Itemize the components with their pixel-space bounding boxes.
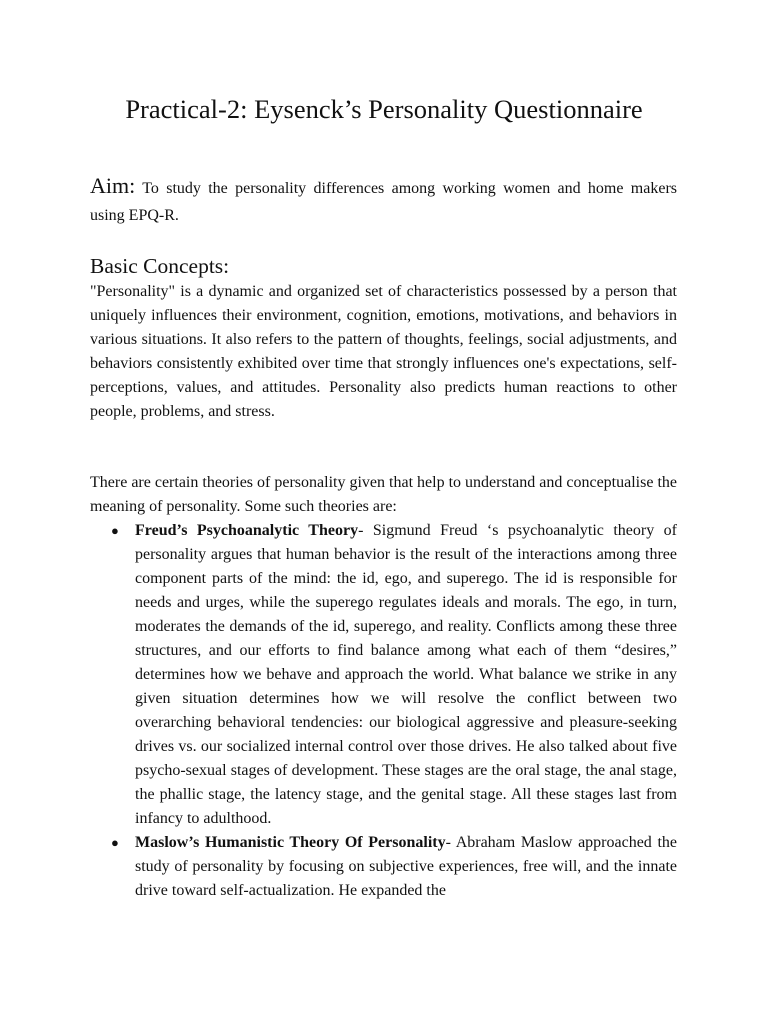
list-item-maslow [90, 831, 677, 903]
page-title: Practical-2: Eysenck’s Personality Questionnaire [125, 94, 643, 124]
theory-text: - Sigmund Freud ‘s psychoanalytic theory of personality argues that human behavior is the result of the interactions among three component parts of the mind: the id, ego, and superego. The id is responsible for needs and urges, while the superego regulates ideals and morals. The ego, in turn, moderates the demands of the id, superego, and reality. Conflicts among these three structures, and our efforts to find balance among what each of them “desires,” determines how we behave and approach the world. What balance we strike in any given situation determines how we will resolve the conflict between two overarching behavioral tendencies: our biological aggressive and pleasure-seeking drives vs. our socialized internal control over those drives. He also talked about five psycho-sexual stages of development. These stages are the oral stage, the anal stage, the phallic stage, the latency stage, and the genital stage. All these stages last from infancy to adulthood. [135, 522, 678, 827]
theories-intro-paragraph: There are certain theories of personality given that help to understand and conceptualise the meaning of personality. Some such theories are: [90, 474, 677, 515]
aim-label: Aim: [90, 173, 136, 198]
theory-title: Freud’s Psychoanalytic Theory [135, 522, 359, 539]
theories-list [90, 519, 677, 903]
theory-title: Maslow’s Humanistic Theory Of Personality [135, 834, 446, 851]
bullet-icon: ● [111, 523, 119, 538]
bullet-icon: ● [111, 835, 119, 850]
personality-definition-paragraph: "Personality" is a dynamic and organized set of characteristics possessed by a person that uniquely influences their environment, cognition, emotions, motivations, and behaviors in various situations. It also refers to the pattern of thoughts, feelings, social adjustments, and behaviors consistently exhibited over time that strongly influences one's expectations, self-perceptions, values, and attitudes. Personality also predicts human reactions to other people, problems, and stress. [90, 283, 677, 420]
basic-concepts-heading: Basic Concepts: [90, 254, 230, 278]
theory-text: - Abraham Maslow approached the study of personality by focusing on subjective experiences, free will, and the innate drive toward self-actualization. He expanded the [135, 834, 678, 899]
aim-section [90, 172, 677, 229]
aim-text: To study the personality differences among working women and home makers using EPQ-R. [90, 180, 677, 224]
list-item-freud [90, 519, 677, 831]
